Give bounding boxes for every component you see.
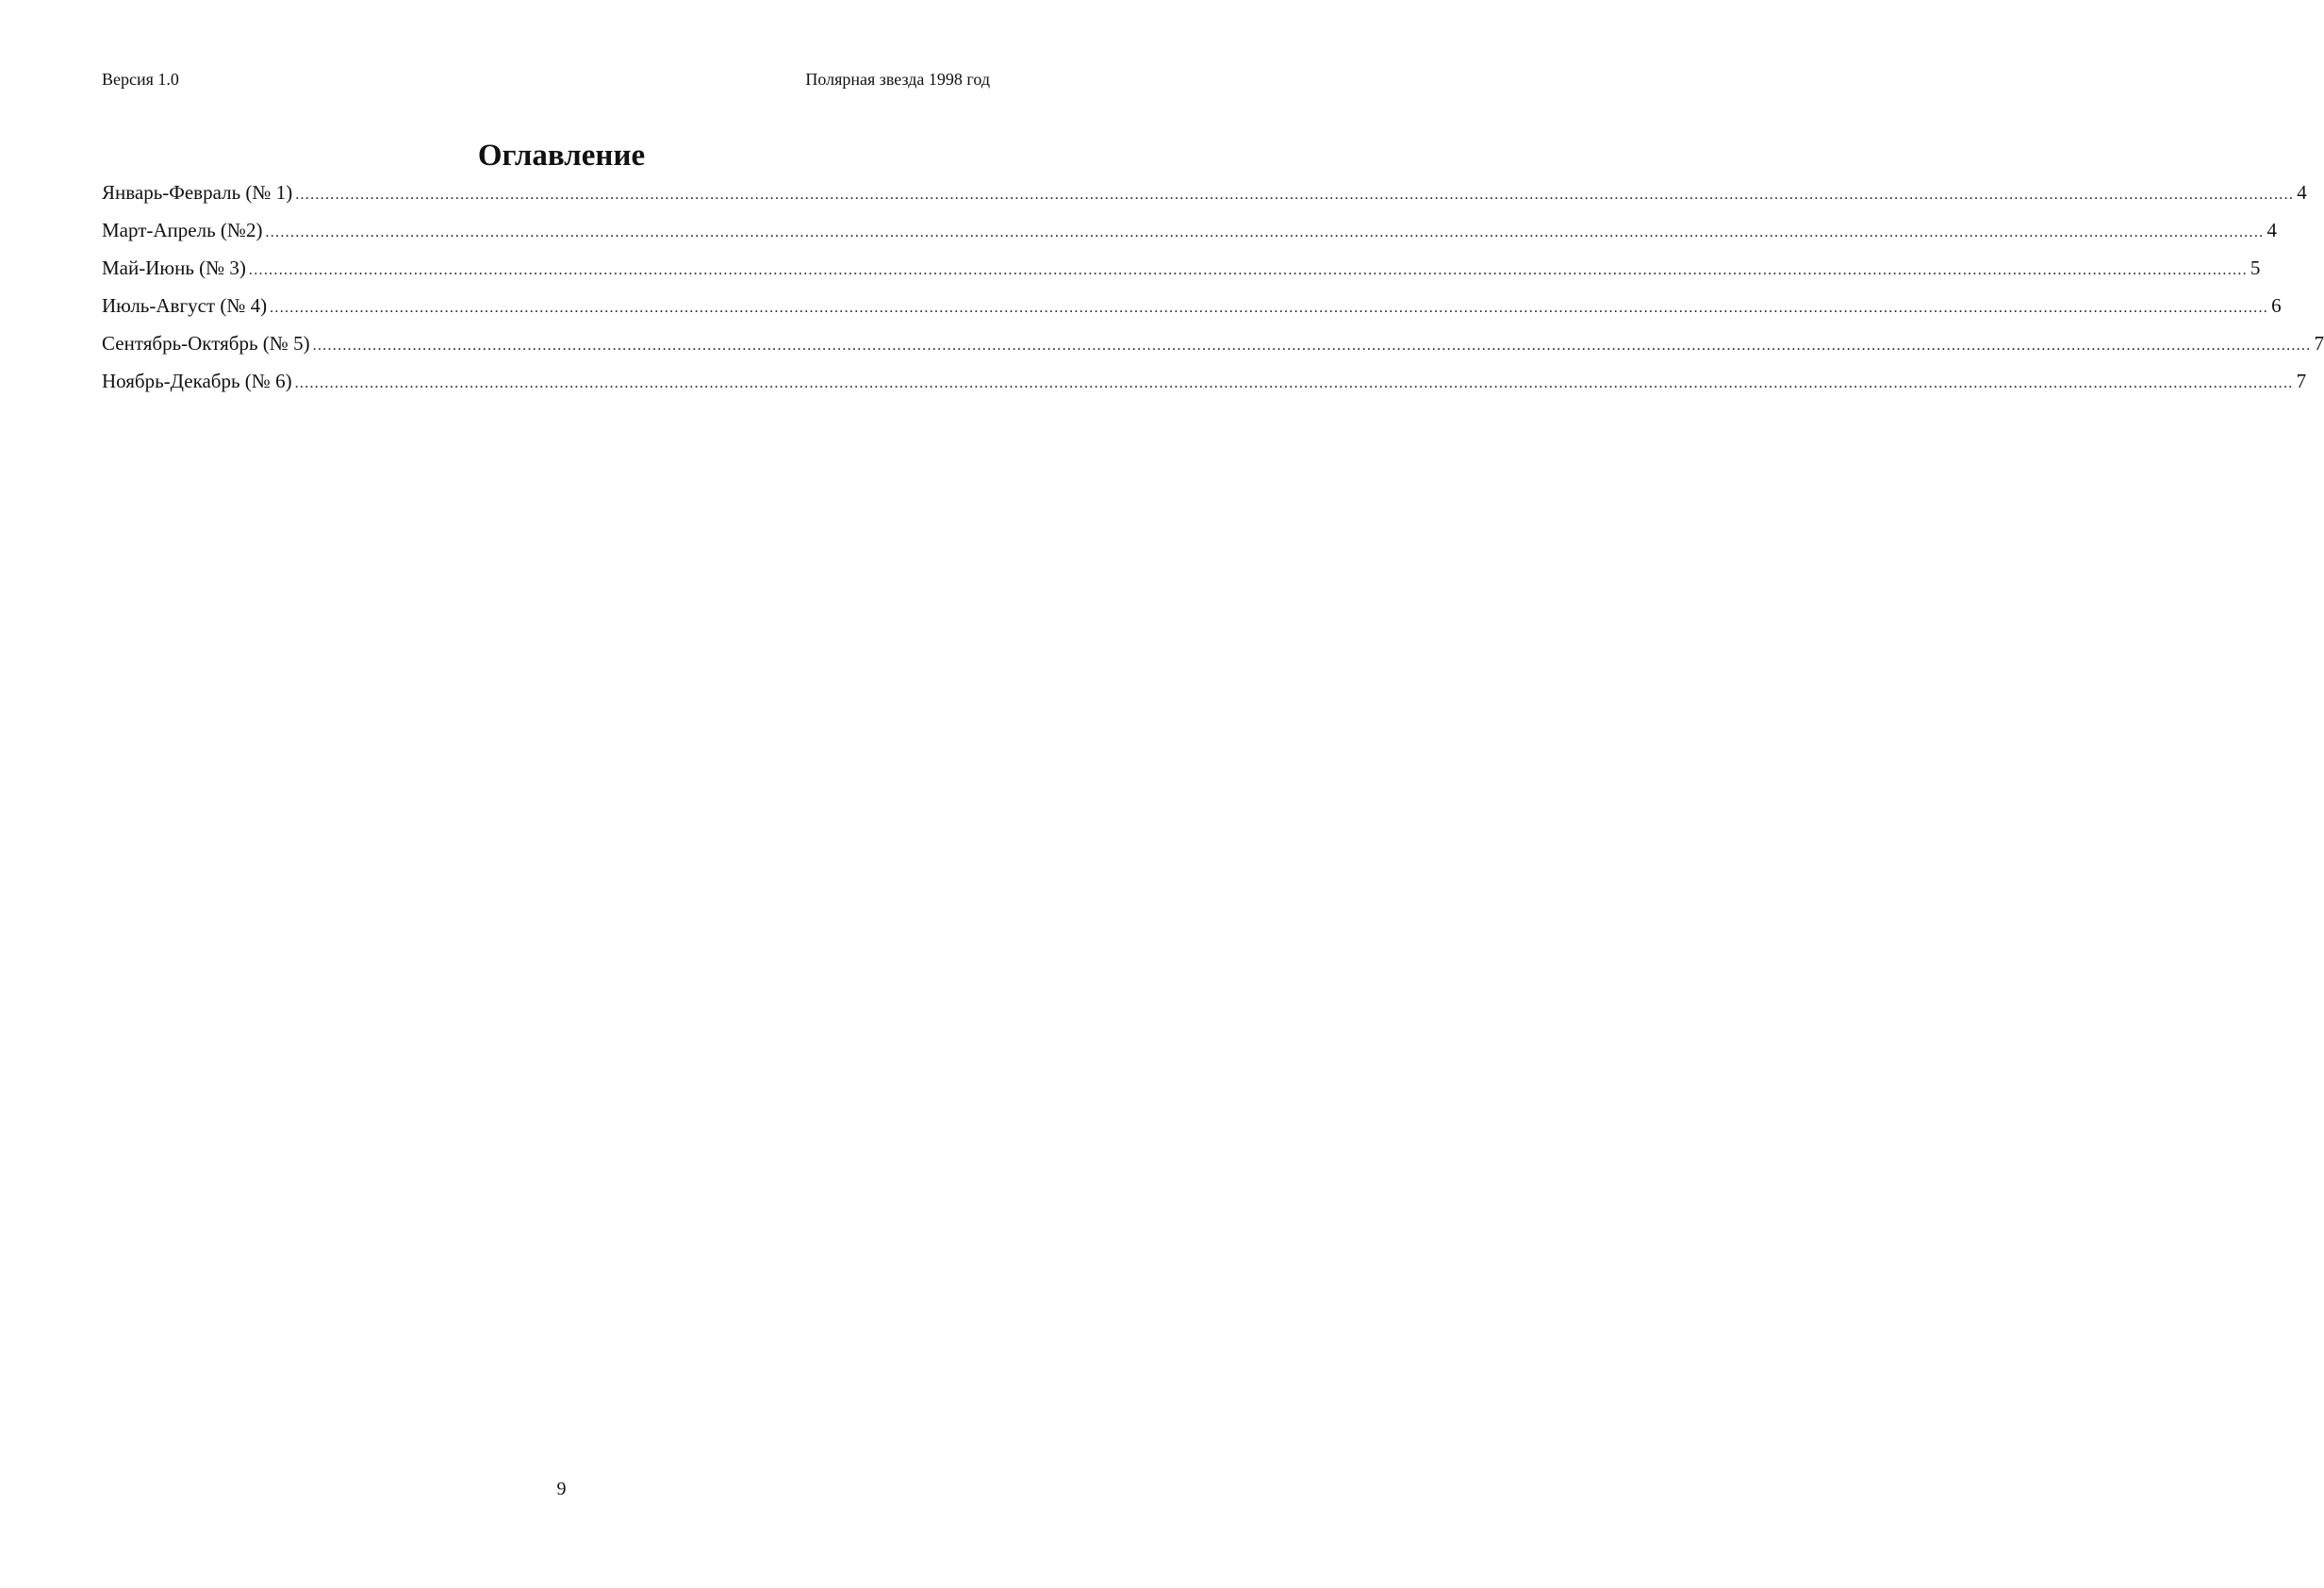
toc-dot-leader: ................................................................................................................................................................................................................................................................................................................................................................................................................ <box>265 224 2265 240</box>
toc-dot-leader: ................................................................................................................................................................................................................................................................................................................................................................................................................ <box>312 338 2312 354</box>
toc-dot-leader: ................................................................................................................................................................................................................................................................................................................................................................................................................ <box>294 375 2294 391</box>
toc-entry-label[interactable]: Январь-Февраль (№ 1) <box>102 181 293 204</box>
toc-entry-label[interactable]: Июль-Август (№ 4) <box>102 294 268 317</box>
toc-entry-page[interactable]: 4 <box>2266 219 2277 241</box>
toc-entry-page[interactable]: 4 <box>2297 181 2307 204</box>
toc-entry-page[interactable]: 7 <box>2314 332 2324 355</box>
toc-entry[interactable] <box>102 367 2307 405</box>
toc-entry-page[interactable]: 6 <box>2271 294 2282 317</box>
toc-entry-page[interactable]: 7 <box>2296 370 2307 392</box>
toc-dot-leader: ................................................................................................................................................................................................................................................................................................................................................................................................................ <box>295 187 2295 203</box>
toc-entry-label[interactable]: Март-Апрель (№2) <box>102 219 263 241</box>
table-of-contents <box>102 178 2324 405</box>
toc-entry-label[interactable]: Ноябрь-Декабрь (№ 6) <box>102 370 292 392</box>
toc-title: Оглавление <box>477 139 646 173</box>
toc-entry[interactable] <box>102 291 2282 329</box>
toc-entry[interactable] <box>102 254 2261 291</box>
header-version: Версия 1.0 <box>102 70 179 89</box>
toc-dot-leader: ................................................................................................................................................................................................................................................................................................................................................................................................................ <box>248 262 2248 278</box>
toc-entry[interactable] <box>102 178 2307 216</box>
header-publication: Полярная звезда 1998 год <box>805 70 990 89</box>
toc-entry-label[interactable]: Май-Июнь (№ 3) <box>102 256 246 279</box>
toc-dot-leader: ................................................................................................................................................................................................................................................................................................................................................................................................................ <box>270 300 2269 316</box>
page-number: 9 <box>556 1479 567 1499</box>
toc-entry[interactable] <box>102 329 2324 367</box>
toc-entry-page[interactable]: 5 <box>2250 256 2261 279</box>
toc-entry[interactable] <box>102 216 2277 254</box>
toc-entry-label[interactable]: Сентябрь-Октябрь (№ 5) <box>102 332 310 355</box>
